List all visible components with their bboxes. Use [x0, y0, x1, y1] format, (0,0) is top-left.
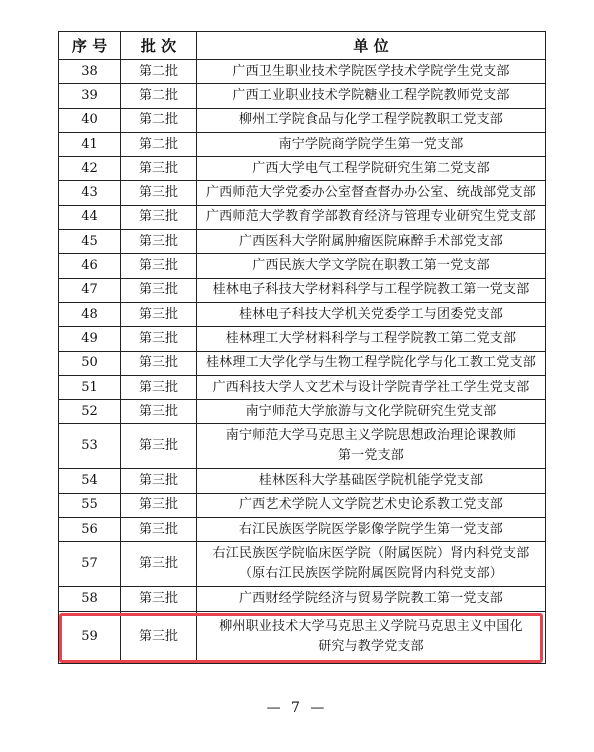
row-batch: 第三批 — [121, 400, 197, 424]
unit-line: 桂林电子科技大学材料科学与工程学院教工第一党支部 — [212, 282, 530, 298]
unit-line: 南宁师范大学马克思主义学院思想政治理论课教师 — [225, 428, 517, 444]
row-batch: 第三批 — [121, 469, 197, 493]
row-number: 52 — [59, 400, 121, 424]
row-batch: 第三批 — [121, 327, 197, 351]
unit-line: 广西财经学院经济与贸易学院教工第一党支部 — [238, 590, 503, 606]
row-unit — [197, 587, 546, 611]
table-body — [59, 60, 546, 664]
row-number: 54 — [59, 469, 121, 493]
table-row — [59, 254, 546, 278]
unit-line: 桂林电子科技大学机关党委学工与团委党支部 — [238, 306, 503, 322]
row-batch: 第三批 — [121, 181, 197, 205]
unit-line: 广西科技大学人文艺术与设计学院青学社工学生党支部 — [212, 379, 530, 395]
row-number: 50 — [59, 351, 121, 375]
row-unit — [197, 493, 546, 517]
row-unit — [197, 351, 546, 375]
row-number: 57 — [59, 542, 121, 587]
row-number: 58 — [59, 587, 121, 611]
table-row — [59, 205, 546, 229]
row-batch: 第三批 — [121, 518, 197, 542]
unit-line: 南宁师范大学旅游与文化学院研究生党支部 — [245, 403, 497, 419]
row-unit — [197, 327, 546, 351]
table-row — [59, 327, 546, 351]
row-batch: 第二批 — [121, 108, 197, 132]
unit-line: 广西卫生职业技术学院医学技术学院学生党支部 — [232, 63, 510, 79]
row-number: 44 — [59, 205, 121, 229]
row-batch: 第二批 — [121, 132, 197, 156]
row-number: 53 — [59, 424, 121, 469]
unit-line: 广西工业职业技术学院糖业工程学院教师党支部 — [232, 87, 510, 103]
unit-line: 右江民族医学院临床医学院（附属医院）肾内科党支部 — [212, 546, 530, 562]
table-row — [59, 181, 546, 205]
row-batch: 第三批 — [121, 542, 197, 587]
table-row — [59, 400, 546, 424]
table-row — [59, 375, 546, 399]
row-number: 49 — [59, 327, 121, 351]
table-row — [59, 587, 546, 611]
row-number: 51 — [59, 375, 121, 399]
row-unit — [197, 230, 546, 254]
row-number: 43 — [59, 181, 121, 205]
unit-line: 柳州工学院食品与化学工程学院教职工党支部 — [238, 112, 503, 128]
unit-list-table — [58, 31, 546, 664]
header-number: 序 号 — [59, 32, 121, 60]
row-unit — [197, 181, 546, 205]
table-row — [59, 351, 546, 375]
row-batch: 第三批 — [121, 493, 197, 517]
table-header-row — [59, 32, 546, 60]
table-row — [59, 302, 546, 326]
table-row — [59, 108, 546, 132]
row-batch: 第三批 — [121, 375, 197, 399]
row-unit — [197, 278, 546, 302]
header-unit: 单 位 — [197, 32, 546, 60]
unit-line: 广西民族大学文学院在职教工第一党支部 — [252, 258, 490, 274]
row-batch: 第三批 — [121, 278, 197, 302]
unit-line: 桂林理工大学化学与生物工程学院化学与化工教工党支部 — [205, 355, 536, 371]
header-batch: 批 次 — [121, 32, 197, 60]
unit-line: 广西师范大学教育学部教育经济与管理专业研究生党支部 — [205, 209, 536, 225]
unit-line: 右江民族医学院医学影像学院学生第一党支部 — [238, 521, 503, 537]
table-row — [59, 230, 546, 254]
table-row — [59, 518, 546, 542]
row-unit — [197, 157, 546, 181]
row-batch: 第三批 — [121, 351, 197, 375]
row-unit — [197, 424, 546, 469]
row-batch: 第三批 — [121, 587, 197, 611]
unit-line: 桂林理工大学材料科学与工程学院教工第二党支部 — [225, 330, 517, 346]
row-unit — [197, 375, 546, 399]
table-row — [59, 493, 546, 517]
table-row — [59, 132, 546, 156]
row-batch: 第三批 — [121, 302, 197, 326]
row-batch: 第三批 — [121, 424, 197, 469]
row-number: 39 — [59, 84, 121, 108]
row-batch: 第二批 — [121, 60, 197, 84]
row-batch: 第二批 — [121, 84, 197, 108]
table-row — [59, 60, 546, 84]
row-number: 42 — [59, 157, 121, 181]
highlight-box — [59, 613, 543, 663]
row-batch: 第三批 — [121, 205, 197, 229]
table-row — [59, 278, 546, 302]
row-number: 59 — [59, 611, 121, 663]
row-batch: 第三批 — [121, 611, 197, 663]
row-unit — [197, 205, 546, 229]
row-number: 46 — [59, 254, 121, 278]
unit-line: 广西师范大学党委办公室督查督办办公室、统战部党支部 — [205, 185, 536, 201]
unit-line: （原右江民族医学院附属医院肾内科党支部） — [238, 566, 503, 582]
table-row — [59, 424, 546, 469]
table-row — [59, 542, 546, 587]
row-number: 40 — [59, 108, 121, 132]
row-unit — [197, 84, 546, 108]
row-unit — [197, 400, 546, 424]
row-unit — [197, 302, 546, 326]
row-unit — [197, 542, 546, 587]
row-number: 48 — [59, 302, 121, 326]
row-batch: 第三批 — [121, 230, 197, 254]
row-unit — [197, 132, 546, 156]
unit-line: 桂林医科大学基础医学院机能学党支部 — [258, 473, 484, 489]
unit-line: 研究与教学党支部 — [318, 639, 424, 655]
table-row — [59, 469, 546, 493]
row-unit — [197, 469, 546, 493]
row-unit — [197, 60, 546, 84]
unit-line: 柳州职业技术大学马克思主义学院马克思主义中国化 — [219, 619, 523, 635]
row-batch: 第三批 — [121, 157, 197, 181]
row-unit — [197, 518, 546, 542]
unit-line: 广西艺术学院人文学院艺术史论系教工党支部 — [238, 497, 503, 513]
row-unit — [197, 108, 546, 132]
row-number: 47 — [59, 278, 121, 302]
row-unit — [197, 254, 546, 278]
row-number: 41 — [59, 132, 121, 156]
row-batch: 第三批 — [121, 254, 197, 278]
unit-line: 南宁学院商学院学生第一党支部 — [278, 136, 464, 152]
row-number: 38 — [59, 60, 121, 84]
unit-line: 第一党支部 — [337, 448, 404, 464]
row-number: 45 — [59, 230, 121, 254]
row-number: 56 — [59, 518, 121, 542]
row-number: 55 — [59, 493, 121, 517]
unit-line: 广西大学电气工程学院研究生第二党支部 — [252, 160, 490, 176]
table-row — [59, 157, 546, 181]
page-number: — 7 — — [266, 700, 328, 716]
table-row — [59, 84, 546, 108]
unit-line: 广西医科大学附属肿瘤医院麻醉手术部党支部 — [238, 233, 503, 249]
